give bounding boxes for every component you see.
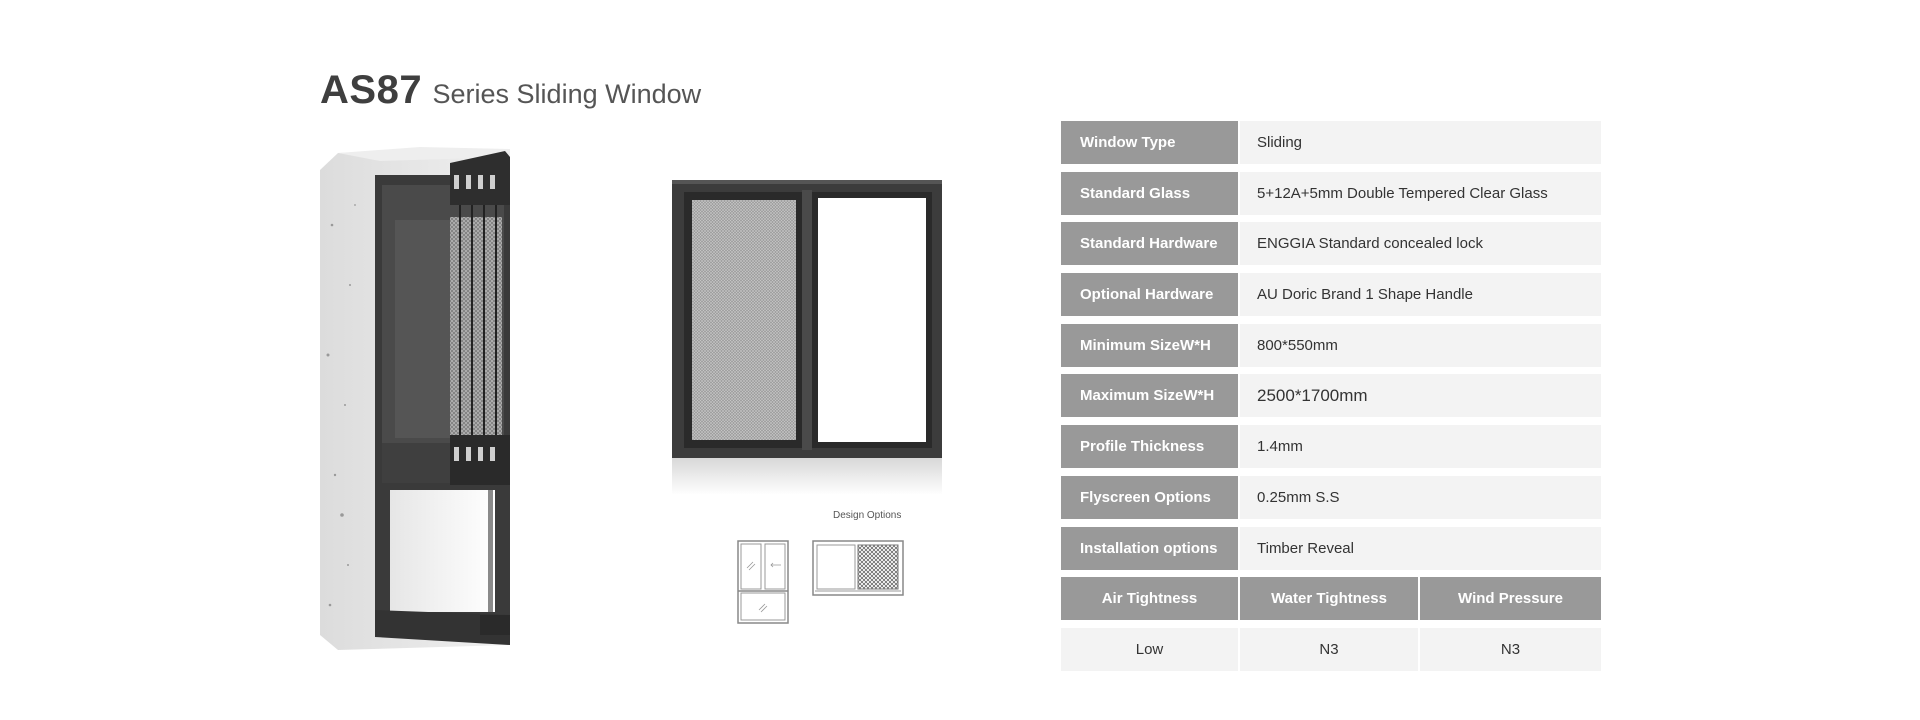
spec-row-profile-thickness — [1061, 425, 1601, 468]
spec-label: Profile Thickness — [1061, 425, 1238, 468]
spec-label: Standard Hardware — [1061, 222, 1238, 265]
spec-value: Sliding — [1240, 121, 1601, 164]
spec-row-installation-options — [1061, 527, 1601, 570]
spec-label: Flyscreen Options — [1061, 476, 1238, 519]
design-option-fixed-sliding-icon — [737, 540, 789, 624]
spec-label: Installation options — [1061, 527, 1238, 570]
spec-row-optional-hardware — [1061, 273, 1601, 316]
design-option-sliding-flyscreen-icon — [812, 540, 904, 596]
spec-value: 1.4mm — [1240, 425, 1601, 468]
spec-value: 5+12A+5mm Double Tempered Clear Glass — [1240, 172, 1601, 215]
spec-label: Window Type — [1061, 121, 1238, 164]
spec-value: ENGGIA Standard concealed lock — [1240, 222, 1601, 265]
page-title — [320, 68, 701, 113]
water-tightness-value: N3 — [1240, 628, 1418, 671]
spec-value: 2500*1700mm — [1240, 374, 1601, 417]
spec-table — [1061, 121, 1601, 671]
window-front-elevation — [672, 180, 942, 495]
spec-label: Standard Glass — [1061, 172, 1238, 215]
spec-value: Timber Reveal — [1240, 527, 1601, 570]
spec-label: Minimum SizeW*H — [1061, 324, 1238, 367]
performance-header-row — [1061, 577, 1601, 620]
performance-value-row — [1061, 628, 1601, 671]
air-tightness-header: Air Tightness — [1061, 577, 1238, 620]
spec-row-standard-hardware — [1061, 222, 1601, 265]
spec-row-minimum-size — [1061, 324, 1601, 367]
spec-value: 800*550mm — [1240, 324, 1601, 367]
spec-label: Maximum SizeW*H — [1061, 374, 1238, 417]
spec-row-standard-glass — [1061, 172, 1601, 215]
air-tightness-value: Low — [1061, 628, 1238, 671]
spec-row-flyscreen-options — [1061, 476, 1601, 519]
water-tightness-header: Water Tightness — [1240, 577, 1418, 620]
wind-pressure-header: Wind Pressure — [1420, 577, 1601, 620]
design-options-label: Design Options — [833, 510, 902, 521]
spec-row-maximum-size — [1061, 374, 1601, 417]
model-name: AS87 — [320, 68, 423, 112]
spec-row-window-type — [1061, 121, 1601, 164]
spec-label: Optional Hardware — [1061, 273, 1238, 316]
window-cutaway-illustration — [320, 145, 540, 650]
spec-value: 0.25mm S.S — [1240, 476, 1601, 519]
series-name: Series Sliding Window — [432, 79, 702, 109]
wind-pressure-value: N3 — [1420, 628, 1601, 671]
spec-value: AU Doric Brand 1 Shape Handle — [1240, 273, 1601, 316]
